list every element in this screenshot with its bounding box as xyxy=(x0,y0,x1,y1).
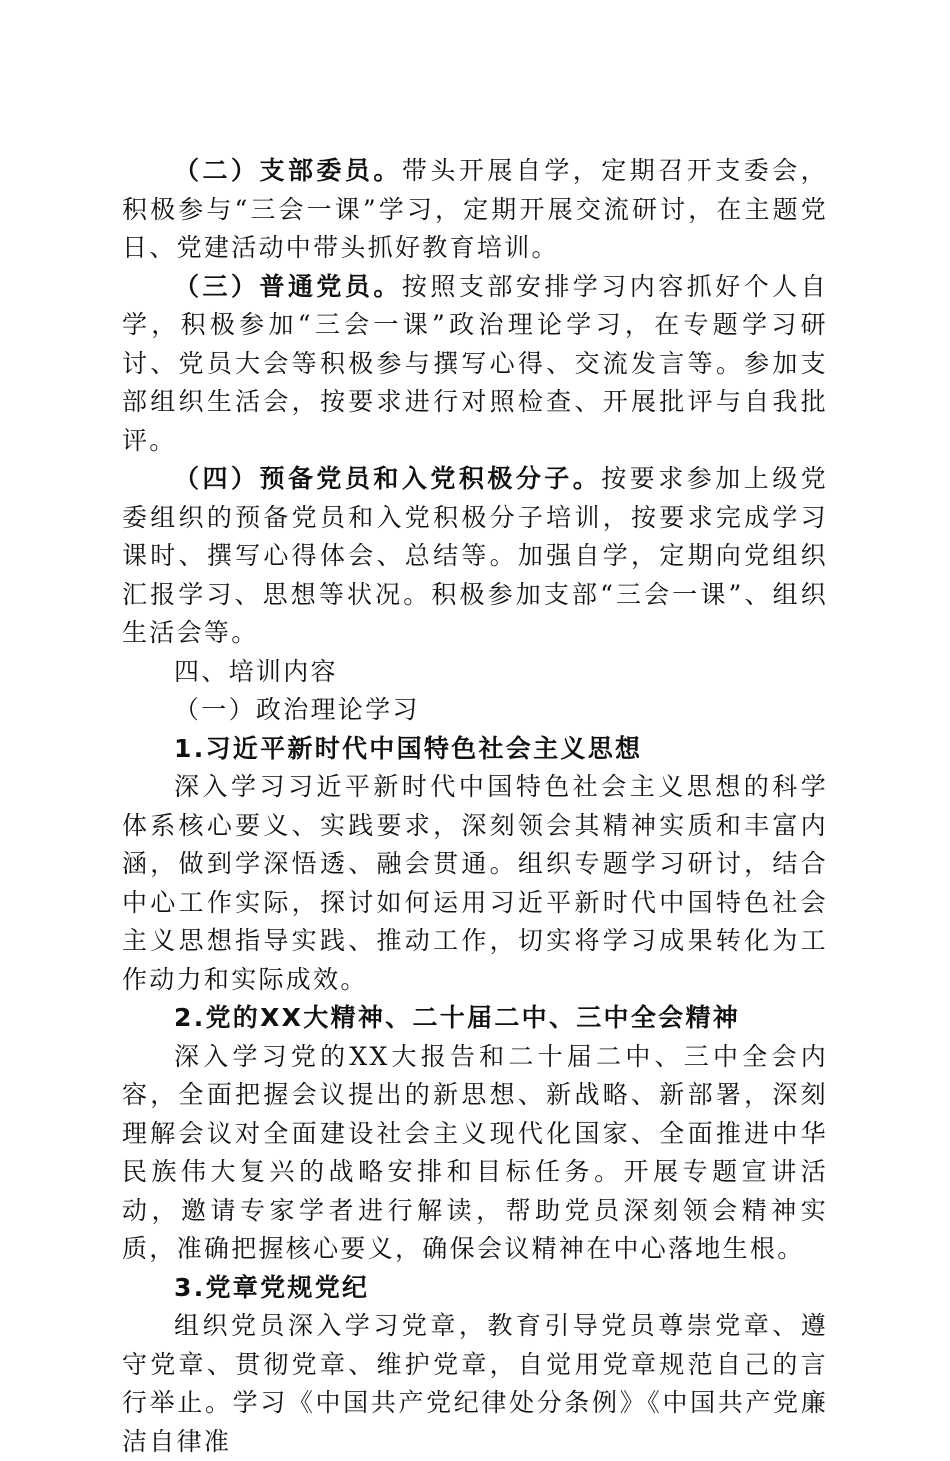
paragraph-lead: （三）普通党员。 xyxy=(174,271,402,301)
paragraph-lead: （四）预备党员和入党积极分子。 xyxy=(174,464,602,493)
item-body: 深入学习习近平新时代中国特色社会主义思想的科学体系核心要义、实践要求，深刻领会其精神实质和丰富内涵，做到学深悟透、融会贯通。组织专题学习研讨，结合中心工作实际，探讨如何运用习近平新时代中国特色社会主义思想指导实践、推动工作，切实将学习成果转化为工作动力和实际成效。 xyxy=(122,772,828,994)
item-body: 深入学习党的XX大报告和二十届二中、三中全会内容，全面把握会议提出的新思想、新战略、新部署，深刻理解会议对全面建设社会主义现代化国家、全面推进中华民族伟大复兴的战略安排和目标任务。开展专题宣讲活动，邀请专家学者进行解读，帮助党员深刻领会精神实质，准确把握核心要义，确保会议精神在中心落地生根。 xyxy=(122,1041,828,1263)
paragraph-branch-committee xyxy=(122,152,828,268)
item-title: 3.党章党规党纪 xyxy=(174,1272,370,1302)
paragraph-probationary-members xyxy=(122,460,828,653)
item-title: 1.习近平新时代中国特色社会主义思想 xyxy=(174,733,643,763)
paragraph-lead: （二）支部委员。 xyxy=(174,156,402,185)
item-body: 组织党员深入学习党章，教育引导党员尊崇党章、遵守党章、贯彻党章、维护党章，自觉用党章规范自己的言行举止。学习《中国共产党纪律处分条例》《中国共产党廉洁自律准 xyxy=(122,1311,828,1456)
paragraph-text: 带头开展自学，定期召开支委会，积极参与“三会一课”学习，定期开展交流研讨，在主题党日、党建活动中带头抓好教育培训。 xyxy=(122,156,828,262)
document-body xyxy=(122,152,828,1461)
item-title: 2.党的XX大精神、二十届二中、三中全会精神 xyxy=(174,1003,741,1032)
section-heading: 四、培训内容 xyxy=(174,656,338,686)
paragraph-text: 按要求参加上级党委组织的预备党员和入党积极分子培训，按要求完成学习课时、撰写心得体会、总结等。加强自学，定期向党组织汇报学习、思想等状况。积极参加支部“三会一课”、组织生活会等。 xyxy=(122,464,828,647)
paragraph-ordinary-members xyxy=(122,268,828,461)
paragraph-text: 按照支部安排学习内容抓好个人自学，积极参加“三会一课”政治理论学习，在专题学习研讨、党员大会等积极参与撰写心得、交流发言等。参加支部组织生活会，按要求进行对照检查、开展批评与自我批评。 xyxy=(122,271,828,455)
subsection-heading: （一）政治理论学习 xyxy=(174,695,420,724)
